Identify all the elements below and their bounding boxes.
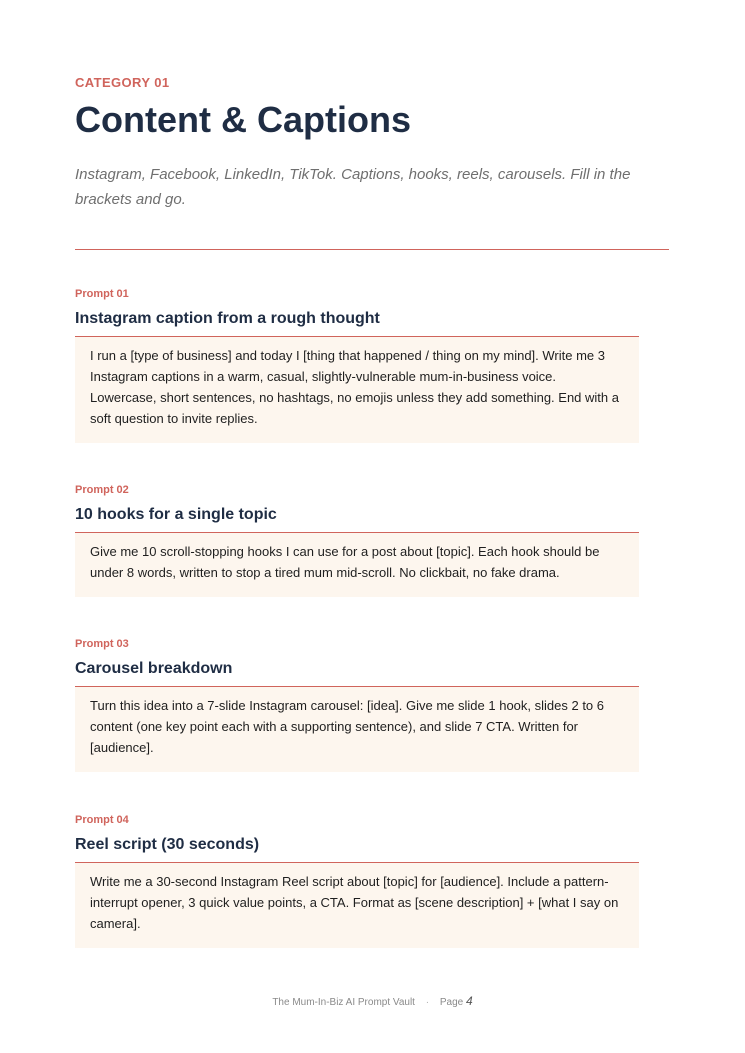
prompt-card-04 [75, 813, 639, 948]
prompt-card-01 [75, 287, 639, 443]
prompt-title: Reel script (30 seconds) [75, 836, 260, 853]
prompt-card-02 [75, 483, 639, 597]
prompt-title: Instagram caption from a rough thought [75, 310, 380, 327]
prompt-number: Prompt 01 [75, 288, 129, 300]
prompt-title: Carousel breakdown [75, 660, 233, 677]
prompt-title: 10 hooks for a single topic [75, 506, 277, 523]
footer-separator: · [425, 997, 430, 1008]
footer-page-label: Page [439, 997, 464, 1008]
page-title: Content & Captions [75, 99, 411, 140]
category-label: CATEGORY 01 [75, 75, 170, 90]
prompt-number: Prompt 04 [75, 814, 129, 826]
prompt-number: Prompt 03 [75, 638, 129, 650]
section-divider [75, 249, 669, 250]
prompt-card-03 [75, 637, 639, 772]
footer-page-number: 4 [466, 994, 473, 1008]
prompt-text-box: Turn this idea into a 7-slide Instagram carousel: [idea]. Give me slide 1 hook, slides 2 to 6 content (one key point each with a supporting sentence), and slide 7 CTA. Written for [audience]. [75, 686, 639, 772]
page-footer [0, 994, 745, 1008]
intro-text: Instagram, Facebook, LinkedIn, TikTok. Captions, hooks, reels, carousels. Fill in the brackets and go. [75, 166, 631, 208]
prompt-text-box: Give me 10 scroll-stopping hooks I can use for a post about [topic]. Each hook should be under 8 words, written to stop a tired mum mid-scroll. No clickbait, no fake drama. [75, 532, 639, 597]
prompt-text-box: I run a [type of business] and today I [thing that happened / thing on my mind]. Write me 3 Instagram captions in a warm, casual, slightly-vulnerable mum-in-business voice. Lowercase, short sentences, no hashtags, no emojis unless they add something. End with a soft question to invite replies. [75, 336, 639, 443]
prompt-number: Prompt 02 [75, 484, 129, 496]
prompt-text-box: Write me a 30-second Instagram Reel script about [topic] for [audience]. Include a pattern-interrupt opener, 3 quick value points, a CTA. Format as [scene description] + [what I say on camera]. [75, 862, 639, 948]
footer-doc-name: The Mum-In-Biz AI Prompt Vault [272, 997, 415, 1008]
